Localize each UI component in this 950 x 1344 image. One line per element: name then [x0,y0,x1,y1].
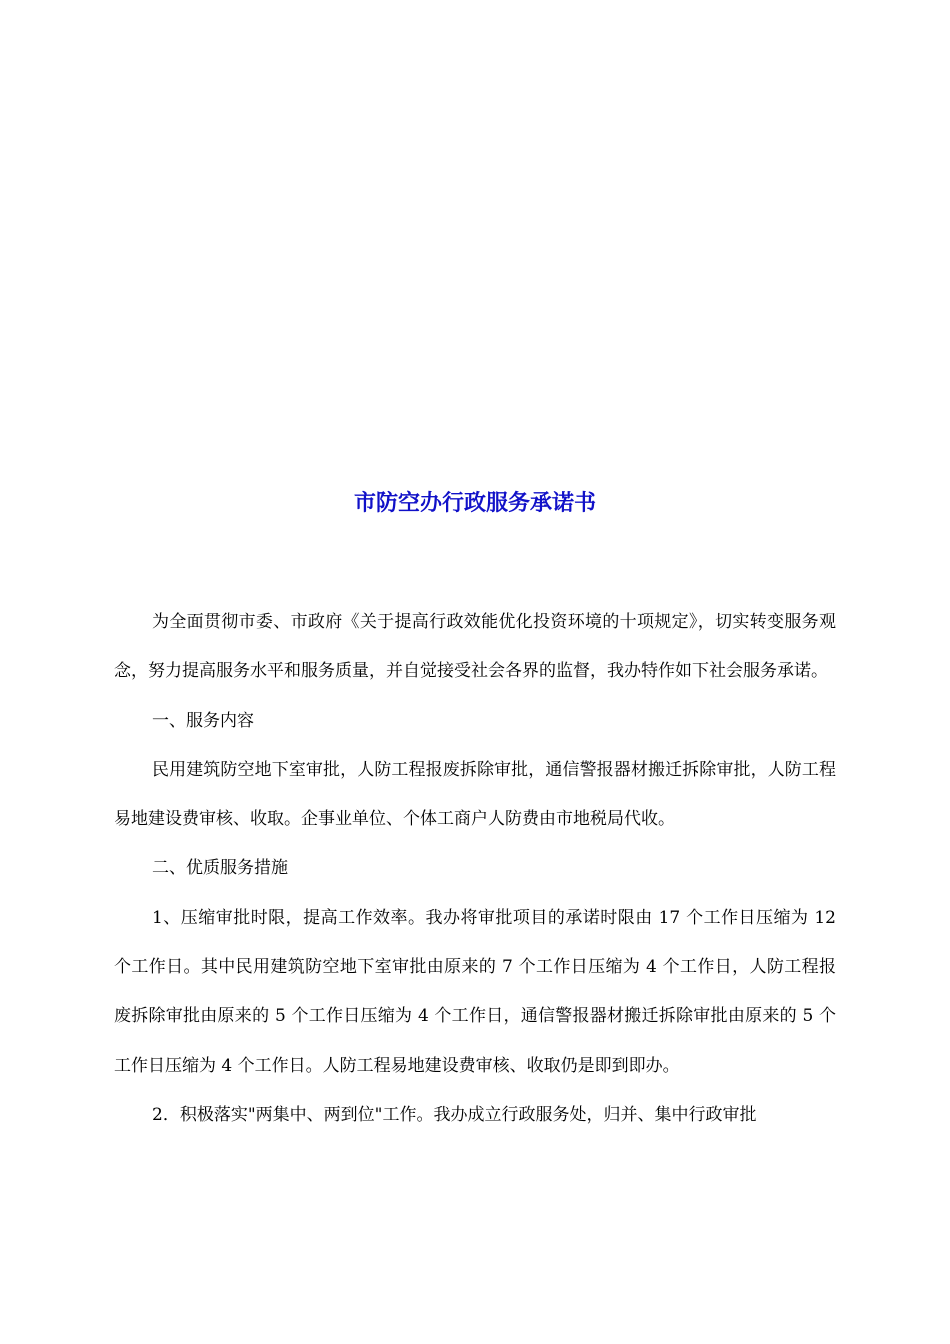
section-heading-service-content: 一、服务内容 [152,710,254,731]
paragraph-service-content: 民用建筑防空地下室审批，人防工程报废拆除审批，通信警报器材搬迁拆除审批，人防工程易地建设费审核、收取。企事业单位、个体工商户人防费由市地税局代收。 [114,759,836,830]
document-title: 市防空办行政服务承诺书 [353,490,596,516]
document-body [114,598,836,1140]
paragraph-measure-2: 2．积极落实"两集中、两到位"工作。我办成立行政服务处，归并、集中行政审批 [152,1104,757,1125]
paragraph-measure-1: 1、压缩审批时限，提高工作效率。我办将审批项目的承诺时限由 17 个工作日压缩为 12 个工作日。其中民用建筑防空地下室审批由原来的 7 个工作日压缩为 4 个工作日，人防工程报废拆除审批由原来的 5 个工作日压缩为 4 个工作日，通信警报器材搬迁拆除审批由原来的 5 个工作日压缩为 4 个工作日。人防工程易地建设费审核、收取仍是即到即办。 [114,907,836,1076]
section-heading-service-measures: 二、优质服务措施 [152,858,288,879]
paragraph-intro: 为全面贯彻市委、市政府《关于提高行政效能优化投资环境的十项规定》，切实转变服务观念，努力提高服务水平和服务质量，并自觉接受社会各界的监督，我办特作如下社会服务承诺。 [114,612,836,682]
